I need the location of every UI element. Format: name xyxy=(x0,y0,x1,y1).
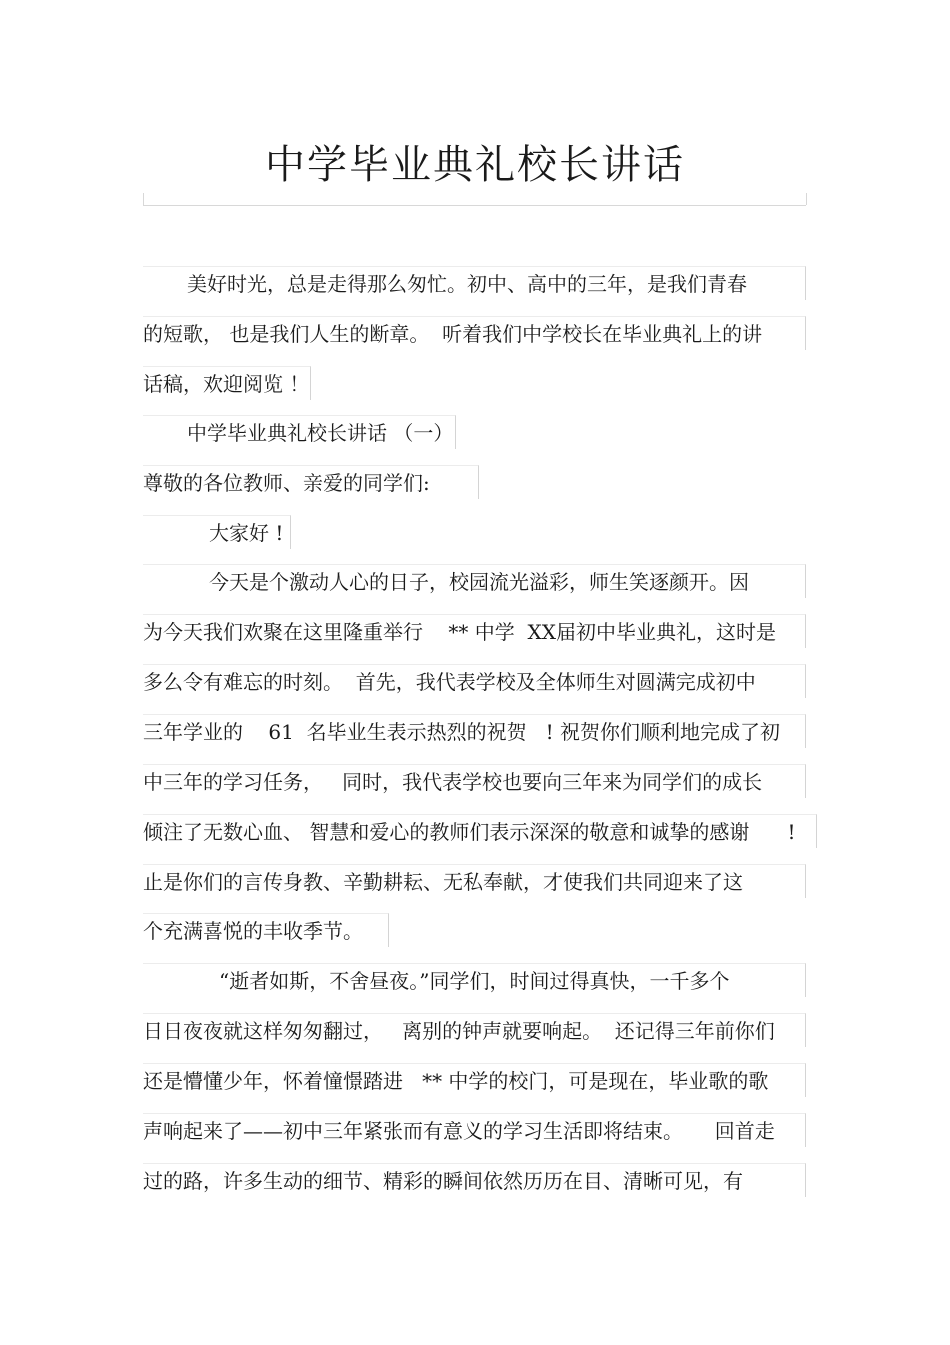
document-title: 中学毕业典礼校长讲话 xyxy=(265,142,685,188)
paragraph-line: 过的路，许多生动的细节、精彩的瞬间依然历历在目、清晰可见，有 xyxy=(143,1163,806,1197)
salutation: 尊敬的各位教师、亲爱的同学们: xyxy=(143,465,479,499)
paragraph-line: 今天是个激动人心的日子，校园流光溢彩，师生笑逐颜开。因 xyxy=(143,564,806,598)
paragraph-line: 美好时光，总是走得那么匆忙。初中、高中的三年，是我们青春 xyxy=(143,266,806,300)
title-divider-right-tick xyxy=(806,193,807,205)
paragraph-line: 为今天我们欢聚在这里隆重举行 ** 中学 XX届初中毕业典礼，这时是 xyxy=(143,614,806,648)
paragraph-line: 中三年的学习任务， 同时，我代表学校也要向三年来为同学们的成长 xyxy=(143,764,806,798)
paragraph-line: 话稿，欢迎阅览 ！ xyxy=(143,366,311,400)
paragraph-line: 的短歌， 也是我们人生的断章。 听着我们中学校长在毕业典礼上的讲 xyxy=(143,316,806,350)
section-heading: 中学毕业典礼校长讲话 （一） xyxy=(143,415,456,449)
paragraph-line: 日日夜夜就这样匆匆翻过， 离别的钟声就要响起。 还记得三年前你们 xyxy=(143,1013,806,1047)
paragraph-line: 止是你们的言传身教、辛勤耕耘、无私奉献，才使我们共同迎来了这 xyxy=(143,864,806,898)
paragraph-line: 还是懵懂少年，怀着憧憬踏进 ** 中学的校门，可是现在，毕业歌的歌 xyxy=(143,1063,806,1097)
paragraph-line: 倾注了无数心血、 智慧和爱心的教师们表示深深的敬意和诚挚的感谢 ! xyxy=(143,814,817,848)
paragraph-line: “逝者如斯，不舍昼夜。”同学们，时间过得真快，一千多个 xyxy=(143,963,806,997)
paragraph-line: 声响起来了——初中三年紧张而有意义的学习生活即将结束。 回首走 xyxy=(143,1113,806,1147)
paragraph-line: 三年学业的 61 名毕业生表示热烈的祝贺 ! 祝贺你们顺利地完成了初 xyxy=(143,714,806,748)
greeting: 大家好 ! xyxy=(143,515,291,549)
title-divider xyxy=(143,205,806,206)
paragraph-line: 多么令有难忘的时刻。 首先，我代表学校及全体师生对圆满完成初中 xyxy=(143,664,806,698)
title-divider-left-tick xyxy=(143,193,144,205)
paragraph-line: 个充满喜悦的丰收季节。 xyxy=(143,913,389,947)
